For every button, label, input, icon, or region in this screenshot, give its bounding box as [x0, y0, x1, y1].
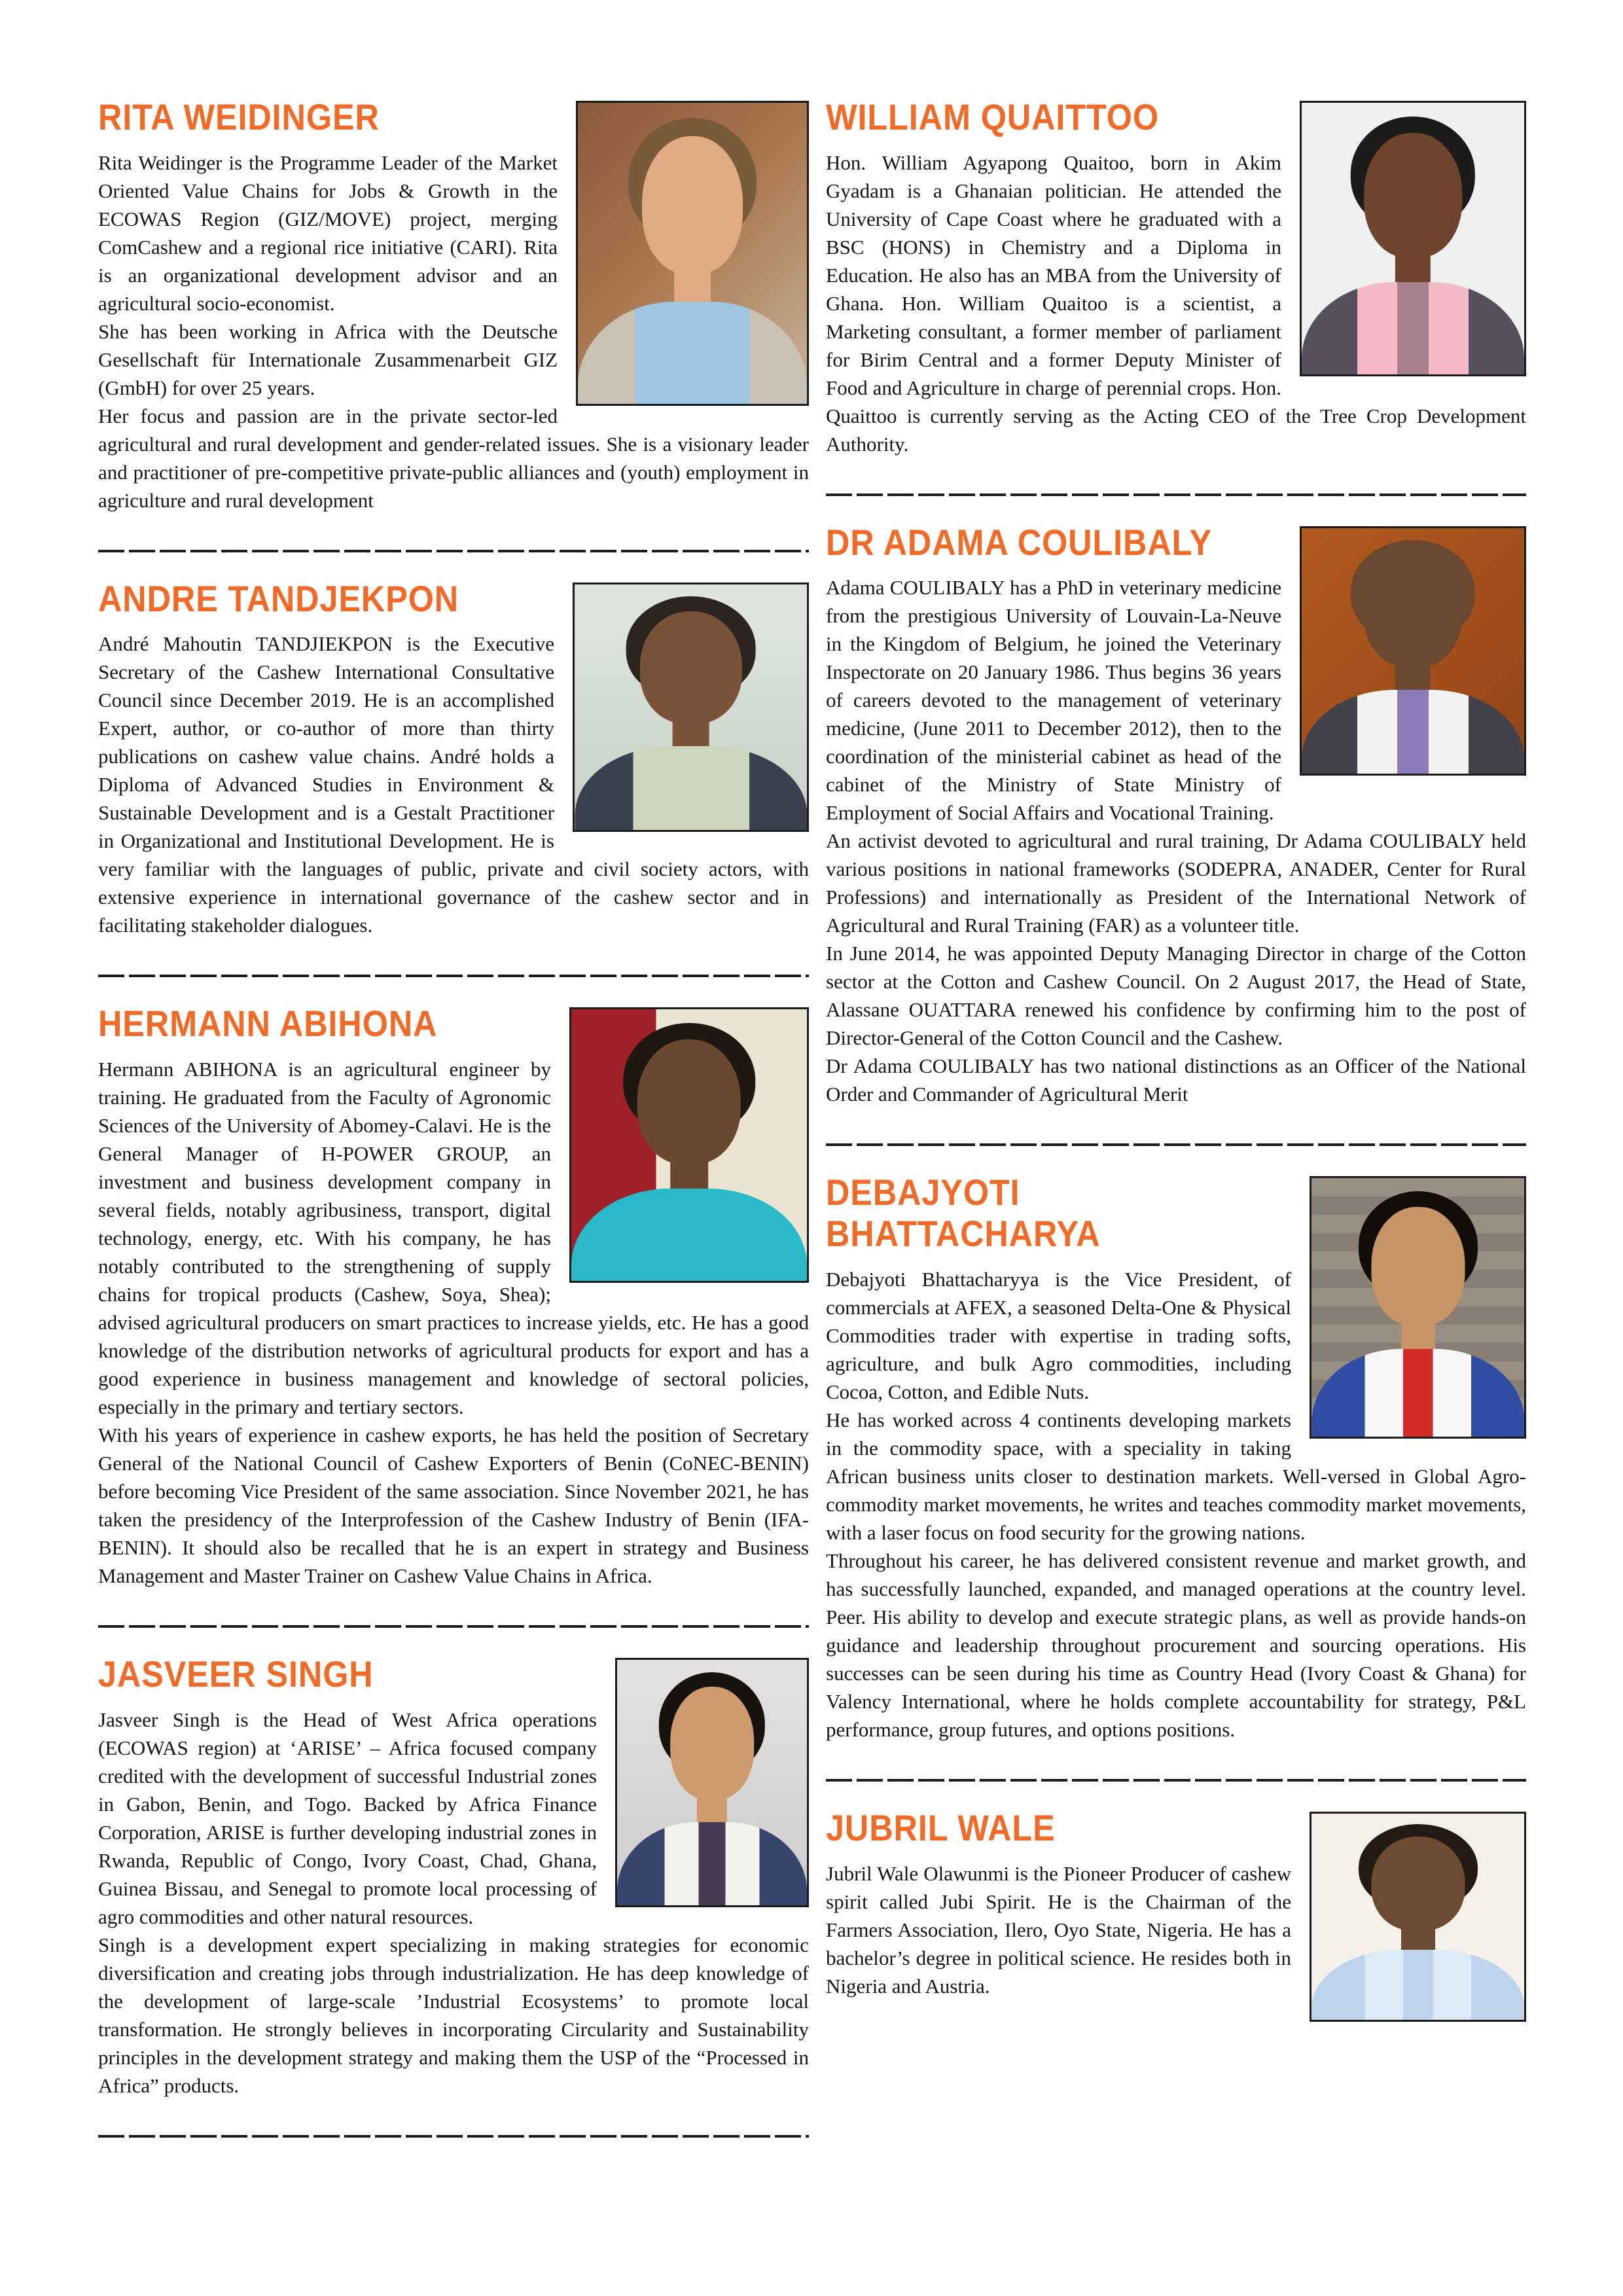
bio-paragraph: In June 2014, he was appointed Deputy Managing Director in charge of the Cotton sector at the Cotton and Cashew Council. On 2 August 2017, the Head of State, Alassane OUATTARA renewed his confidence by confirming him to the post of Director-General of the Cotton Council and the Cashew.	[826, 942, 1526, 1050]
bio-paragraph: With his years of experience in cashew exports, he has held the position of Secretary General of the National Council of Cashew Exporters of Benin (CoNEC-BENIN) before becoming Vice President of the same association. Since November 2021, he has taken the presidency of the Interprofession of the Cashew Industry of Benin (IFA-BENIN). It should also be recalled that he is an expert in strategy and Business Management and Master Trainer on Cashew Value Chains in Africa.	[98, 1424, 809, 1588]
bio-paragraph: She has been working in Africa with the Deutsche Gesellschaft für Internationale Zusammenarbeit GIZ (GmbH) for over 25 years.	[98, 319, 558, 399]
bio-paragraph: Jasveer Singh is the Head of West Africa operations (ECOWAS region) at ‘ARISE’ – Africa focused company credited with the development of successful Industrial zones in Gabon, Benin, and Togo. Backed by Africa Finance Corporation, ARISE is further developing industrial zones in Rwanda, Republic of Congo, Ivory Coast, Chad, Ghana, Guinea Bissau, and Senegal to promote local processing of agro commodities and other natural resources.	[98, 1708, 597, 1928]
bio-paragraph: Jubril Wale Olawunmi is the Pioneer Producer of cashew spirit called Jubi Spirit. He is the Chairman of the Farmers Association, Ilero, Oyo State, Nigeria. He has a bachelor’s degree in political science. He resides both in Nigeria and Austria.	[826, 1861, 1291, 1998]
avatar-neck	[1401, 1313, 1435, 1354]
portrait-photo-andre-tandjekpon	[573, 583, 809, 832]
avatar-neck	[1401, 1921, 1435, 1954]
avatar-head	[1364, 555, 1462, 668]
bio-paragraph: Hermann ABIHONA is an agricultural engineer by training. He graduated from the Faculty of Agronomic Sciences of the University of Abomey-Calavi. He is the General Manager of H-POWER GROUP, an investment and business development company in several fields, notably agribusiness, transport, digital technology, energy, etc. With his company, he has notably contributed to the strengthening of supply chains for tropical products (Cashew, Soya, Shea); advised agricultural producers on smart practices to increase yields, etc. He has a good knowledge of the distribution networks of agricultural products for export and has a good experience in business management and knowledge of sectoral policies, especially in the primary and tertiary sectors.	[98, 1058, 809, 1419]
speaker-name-heading: HERMANN ABIHONA	[98, 1003, 438, 1045]
section-divider	[98, 2135, 809, 2138]
avatar-head	[1371, 1837, 1465, 1931]
section-divider	[98, 975, 809, 977]
avatar-head	[670, 1687, 754, 1800]
bio-paragraph: Hon. William Agyapong Quaitoo, born in Akim Gyadam is a Ghanaian politician. He attended the University of Cape Coast where he graduated with a BSC (HONS) in Chemistry and a Diploma in Education. He also has an MBA from the University of Ghana. Hon. William Quaitoo is a scientist, a Marketing consultant, a former member of parliament for Birim Central and a former Deputy Minister of Food and Agriculture in charge of perennial crops. Hon. Quaittoo is currently serving as the Acting CEO of the Tree Crop Development Authority.	[826, 151, 1526, 456]
right-column	[826, 97, 1526, 2296]
avatar-neck	[674, 259, 711, 308]
bio-paragraph: An activist devoted to agricultural and rural training, Dr Adama COULIBALY held various positions in national frameworks (SODEPRA, ANADER, Center for Rural Professions) and internationally as President of the International Network of Agricultural and Rural Training (FAR) as a volunteer title.	[826, 829, 1526, 937]
section-divider	[826, 493, 1526, 496]
avatar-torso	[571, 1189, 807, 1283]
section-divider	[98, 550, 809, 552]
portrait-photo-dr-adama-coulibaly	[1300, 526, 1526, 776]
avatar-neck	[1395, 244, 1431, 287]
bio-paragraph: Her focus and passion are in the private sector-led agricultural and rural development and gender-related issues. She is a visionary leader and practitioner of pre-competitive private-public alliances and (youth) employment in agriculture and rural development	[98, 404, 809, 512]
section-divider	[826, 1143, 1526, 1146]
bio-paragraph: André Mahoutin TANDJIEKPON is the Executive Secretary of the Cashew International Consultative Council since December 2019. He is an accomplished Expert, author, or co-author of more than thirty publications on cashew value chains. André holds a Diploma of Advanced Studies in Environment & Sustainable Development and is a Gestalt Practitioner in Organizational and Institutional Development. He is very familiar with the languages of public, private and civil society actors, with extensive experience in international governance of the cashew sector and in facilitating stakeholder dialogues.	[98, 632, 809, 937]
bio-section-rita-weidinger	[98, 97, 809, 514]
speaker-name-heading: RITA WEIDINGER	[98, 96, 380, 137]
bio-section-william-quaittoo	[826, 97, 1526, 458]
bio-paragraph: Adama COULIBALY has a PhD in veterinary medicine from the prestigious University of Louvain-La-Neuve in the Kingdom of Belgium, he joined the Veterinary Inspectorate on 20 January 1986. Thus begins 36 years of careers devoted to the management of veterinary medicine, (June 2011 to December 2012), then to the coordination of the ministerial cabinet as head of the cabinet of the Ministry of State Ministry of Employment of Social Affairs and Vocational Training.	[826, 576, 1281, 825]
section-divider	[98, 1625, 809, 1628]
speaker-name-heading: ANDRE TANDJEKPON	[98, 577, 459, 619]
bio-paragraph: Singh is a development expert specializing in making strategies for economic diversification and creating jobs through industrialization. He has deep knowledge of the development of large-scale ’Industrial Ecosystems’ to promote local transformation. He strongly believes in incorporating Circularity and Sustainability principles in the development strategy and making them the USP of the “Processed in Africa” products.	[98, 1933, 809, 2097]
avatar-neck	[1395, 656, 1431, 695]
bio-section-jasveer-singh	[98, 1654, 809, 2100]
portrait-photo-william-quaittoo	[1300, 101, 1526, 376]
avatar-torso	[617, 1822, 807, 1908]
bio-section-hermann-abihona	[98, 1003, 809, 1590]
portrait-photo-rita-weidinger	[576, 101, 809, 406]
bio-section-andre-tandjekpon	[98, 579, 809, 940]
section-divider	[826, 1779, 1526, 1782]
avatar-head	[639, 611, 741, 725]
bio-paragraph: Dr Adama COULIBALY has two national distinctions as an Officer of the National Order and Commander of Agricultural Merit	[826, 1054, 1526, 1106]
bio-paragraph: Rita Weidinger is the Programme Leader of the Market Oriented Value Chains for Jobs & Growth in the ECOWAS Region (GIZ/MOVE) project, merging ComCashew and a regional rice initiative (CARI). Rita is an organizational development advisor and an agricultural socio-economist.	[98, 151, 558, 315]
avatar-neck	[670, 1151, 708, 1194]
avatar-torso	[578, 302, 807, 406]
bio-paragraph: He has worked across 4 continents developing markets in the commodity space, with a speciality in taking African business units closer to destination markets. Well-versed in Global Agro-commodity market movements, he writes and teaches commodity market movements, with a laser focus on food security for the growing nations.	[826, 1408, 1526, 1544]
avatar-torso	[1302, 282, 1524, 376]
avatar-head	[642, 136, 743, 275]
avatar-torso	[1302, 690, 1524, 776]
portrait-photo-jasveer-singh	[615, 1658, 809, 1907]
bio-section-jubril-wale	[826, 1808, 1526, 2030]
avatar-neck	[672, 712, 709, 751]
avatar-torso	[1311, 1349, 1524, 1439]
speaker-name-heading: JUBRIL WALE	[826, 1806, 1056, 1848]
bio-paragraph: Debajyoti Bhattacharyya is the Vice President, of commercials at AFEX, a seasoned Delta-One & Physical Commodities trader with expertise in trading softs, agriculture, and bulk Agro commodities, including Cocoa, Cotton, and Edible Nuts.	[826, 1267, 1291, 1403]
speaker-name-heading: DEBAJYOTI BHATTACHARYA	[826, 1172, 1101, 1255]
portrait-photo-hermann-abihona	[569, 1007, 809, 1283]
avatar-head	[637, 1039, 741, 1164]
avatar-head	[1364, 133, 1462, 258]
avatar-torso	[575, 746, 807, 832]
speaker-name-heading: DR ADAMA COULIBALY	[826, 521, 1213, 563]
bio-paragraph: Throughout his career, he has delivered consistent revenue and market growth, and has successfully launched, expanded, and managed operations at the country level. Peer. His ability to develop and execute strategic plans, as well as provide hands-on guidance and leadership throughout procurement and sourcing operations. His successes can be seen during his time as Country Head (Ivory Coast & Ghana) for Valency International, where he holds complete accountability for strategy, P&L performance, group futures, and options positions.	[826, 1549, 1526, 1741]
speaker-name-heading: JASVEER SINGH	[98, 1653, 374, 1695]
avatar-neck	[697, 1787, 727, 1827]
left-column	[98, 97, 809, 2296]
avatar-torso	[1311, 1950, 1524, 2022]
bio-section-dr-adama-coulibaly	[826, 522, 1526, 1109]
speaker-name-heading: WILLIAM QUAITTOO	[826, 96, 1160, 137]
bio-section-debajyoti-bhattacharya	[826, 1172, 1526, 1743]
